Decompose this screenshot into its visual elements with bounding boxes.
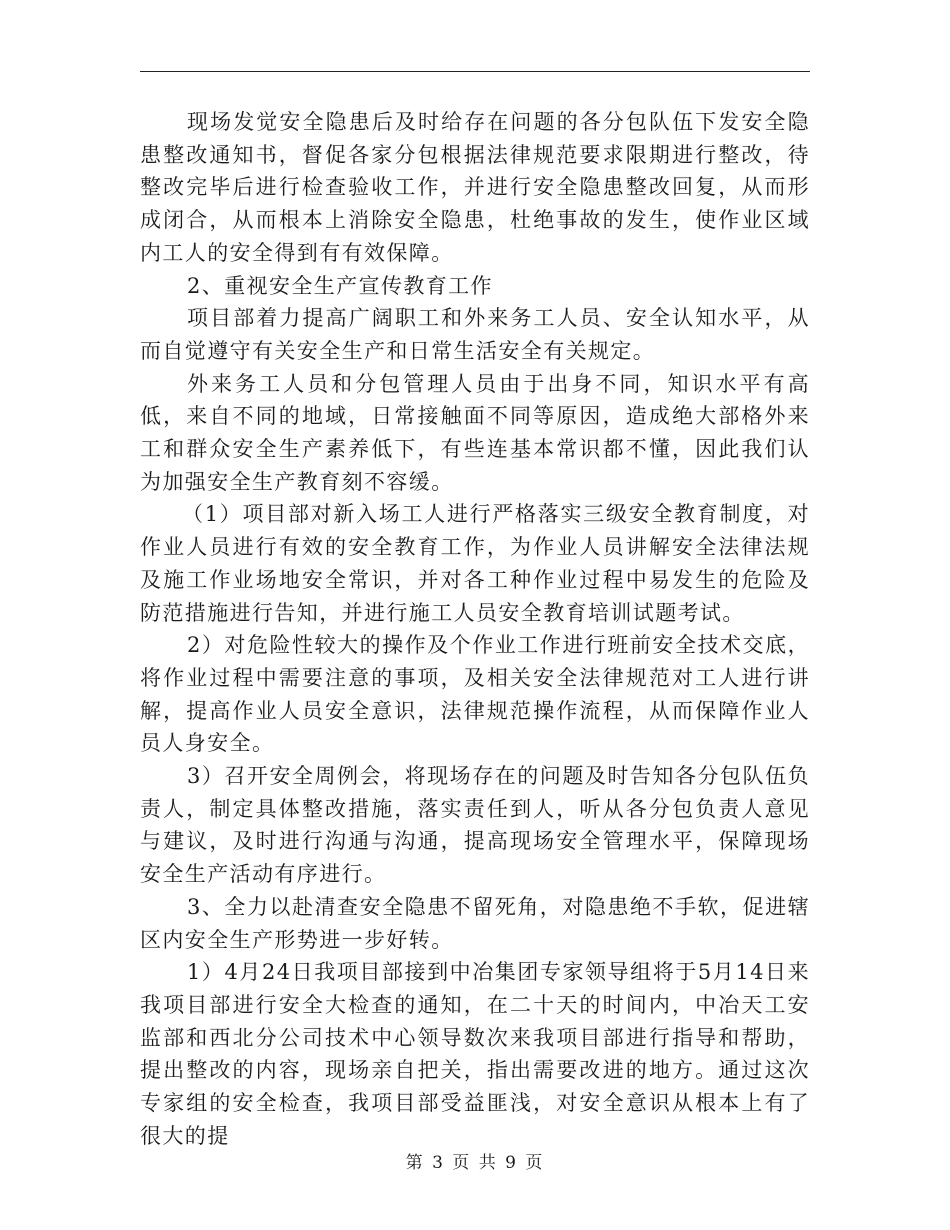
- document-body: [140, 106, 810, 1153]
- paragraph-item-2-technical-briefing: 2）对危险性较大的操作及个作业工作进行班前安全技术交底，将作业过程中需要注意的事项，及相关安全法律规范对工人进行讲解，提高作业人员安全意识，法律规范操作流程，从而保障作业人员人身安全。: [140, 633, 810, 756]
- header-rule: [140, 71, 810, 72]
- paragraph-hazard-rectification: 现场发觉安全隐患后及时给存在问题的各分包队伍下发安全隐患整改通知书，督促各家分包根据法律规范要求限期进行整改，待整改完毕后进行检查验收工作，并进行安全隐患整改回复，从而形成闭合，从而根本上消除安全隐患，杜绝事故的发生，使作业区域内工人的安全得到有有效保障。: [140, 110, 810, 265]
- paragraph-item-1-expert-inspection: 1）4月24日我项目部接到中冶集团专家领导组将于5月14日来我项目部进行安全大检查的通知，在二十天的时间内，中冶天工安监部和西北分公司技术中心领导数次来我项目部进行指导和帮助，提出整改的内容，现场亲自把关，指出需要改进的地方。通过这次专家组的安全检查，我项目部受益匪浅，对安全意识从根本上有了很大的提: [140, 960, 810, 1148]
- section-heading-hazard-inspection: 3、全力以赴清查安全隐患不留死角，对隐患绝不手软，促进辖区内安全生产形势进一步好转。: [140, 894, 810, 952]
- paragraph-item-3-weekly-meeting: 3）召开安全周例会，将现场存在的问题及时告知各分包队伍负责人，制定具体整改措施，落实责任到人，听从各分包负责人意见与建议，及时进行沟通与沟通，提高现场安全管理水平，保障现场安全生产活动有序进行。: [140, 764, 810, 887]
- section-heading-safety-education: 2、重视安全生产宣传教育工作: [187, 273, 493, 298]
- page-number-footer: 第 3 页 共 9 页: [405, 1153, 545, 1173]
- paragraph-migrant-workers: 外来务工人员和分包管理人员由于出身不同，知识水平有高低，来自不同的地域，日常接触面不同等原因，造成绝大部格外来工和群众安全生产素养低下，有些连基本常识都不懂，因此我们认为加强安全生产教育刻不容缓。: [140, 371, 810, 494]
- paragraph-awareness: 项目部着力提高广阔职工和外来务工人员、安全认知水平，从而自觉遵守有关安全生产和日常生活安全有关规定。: [140, 306, 810, 363]
- paragraph-item-1-three-level-education: （1）项目部对新入场工人进行严格落实三级安全教育制度，对作业人员进行有效的安全教育工作，为作业人员讲解安全法律法规及施工作业场地安全常识，并对各工种作业过程中易发生的危险及防范措施进行告知，并进行施工人员安全教育培训试题考试。: [140, 502, 810, 625]
